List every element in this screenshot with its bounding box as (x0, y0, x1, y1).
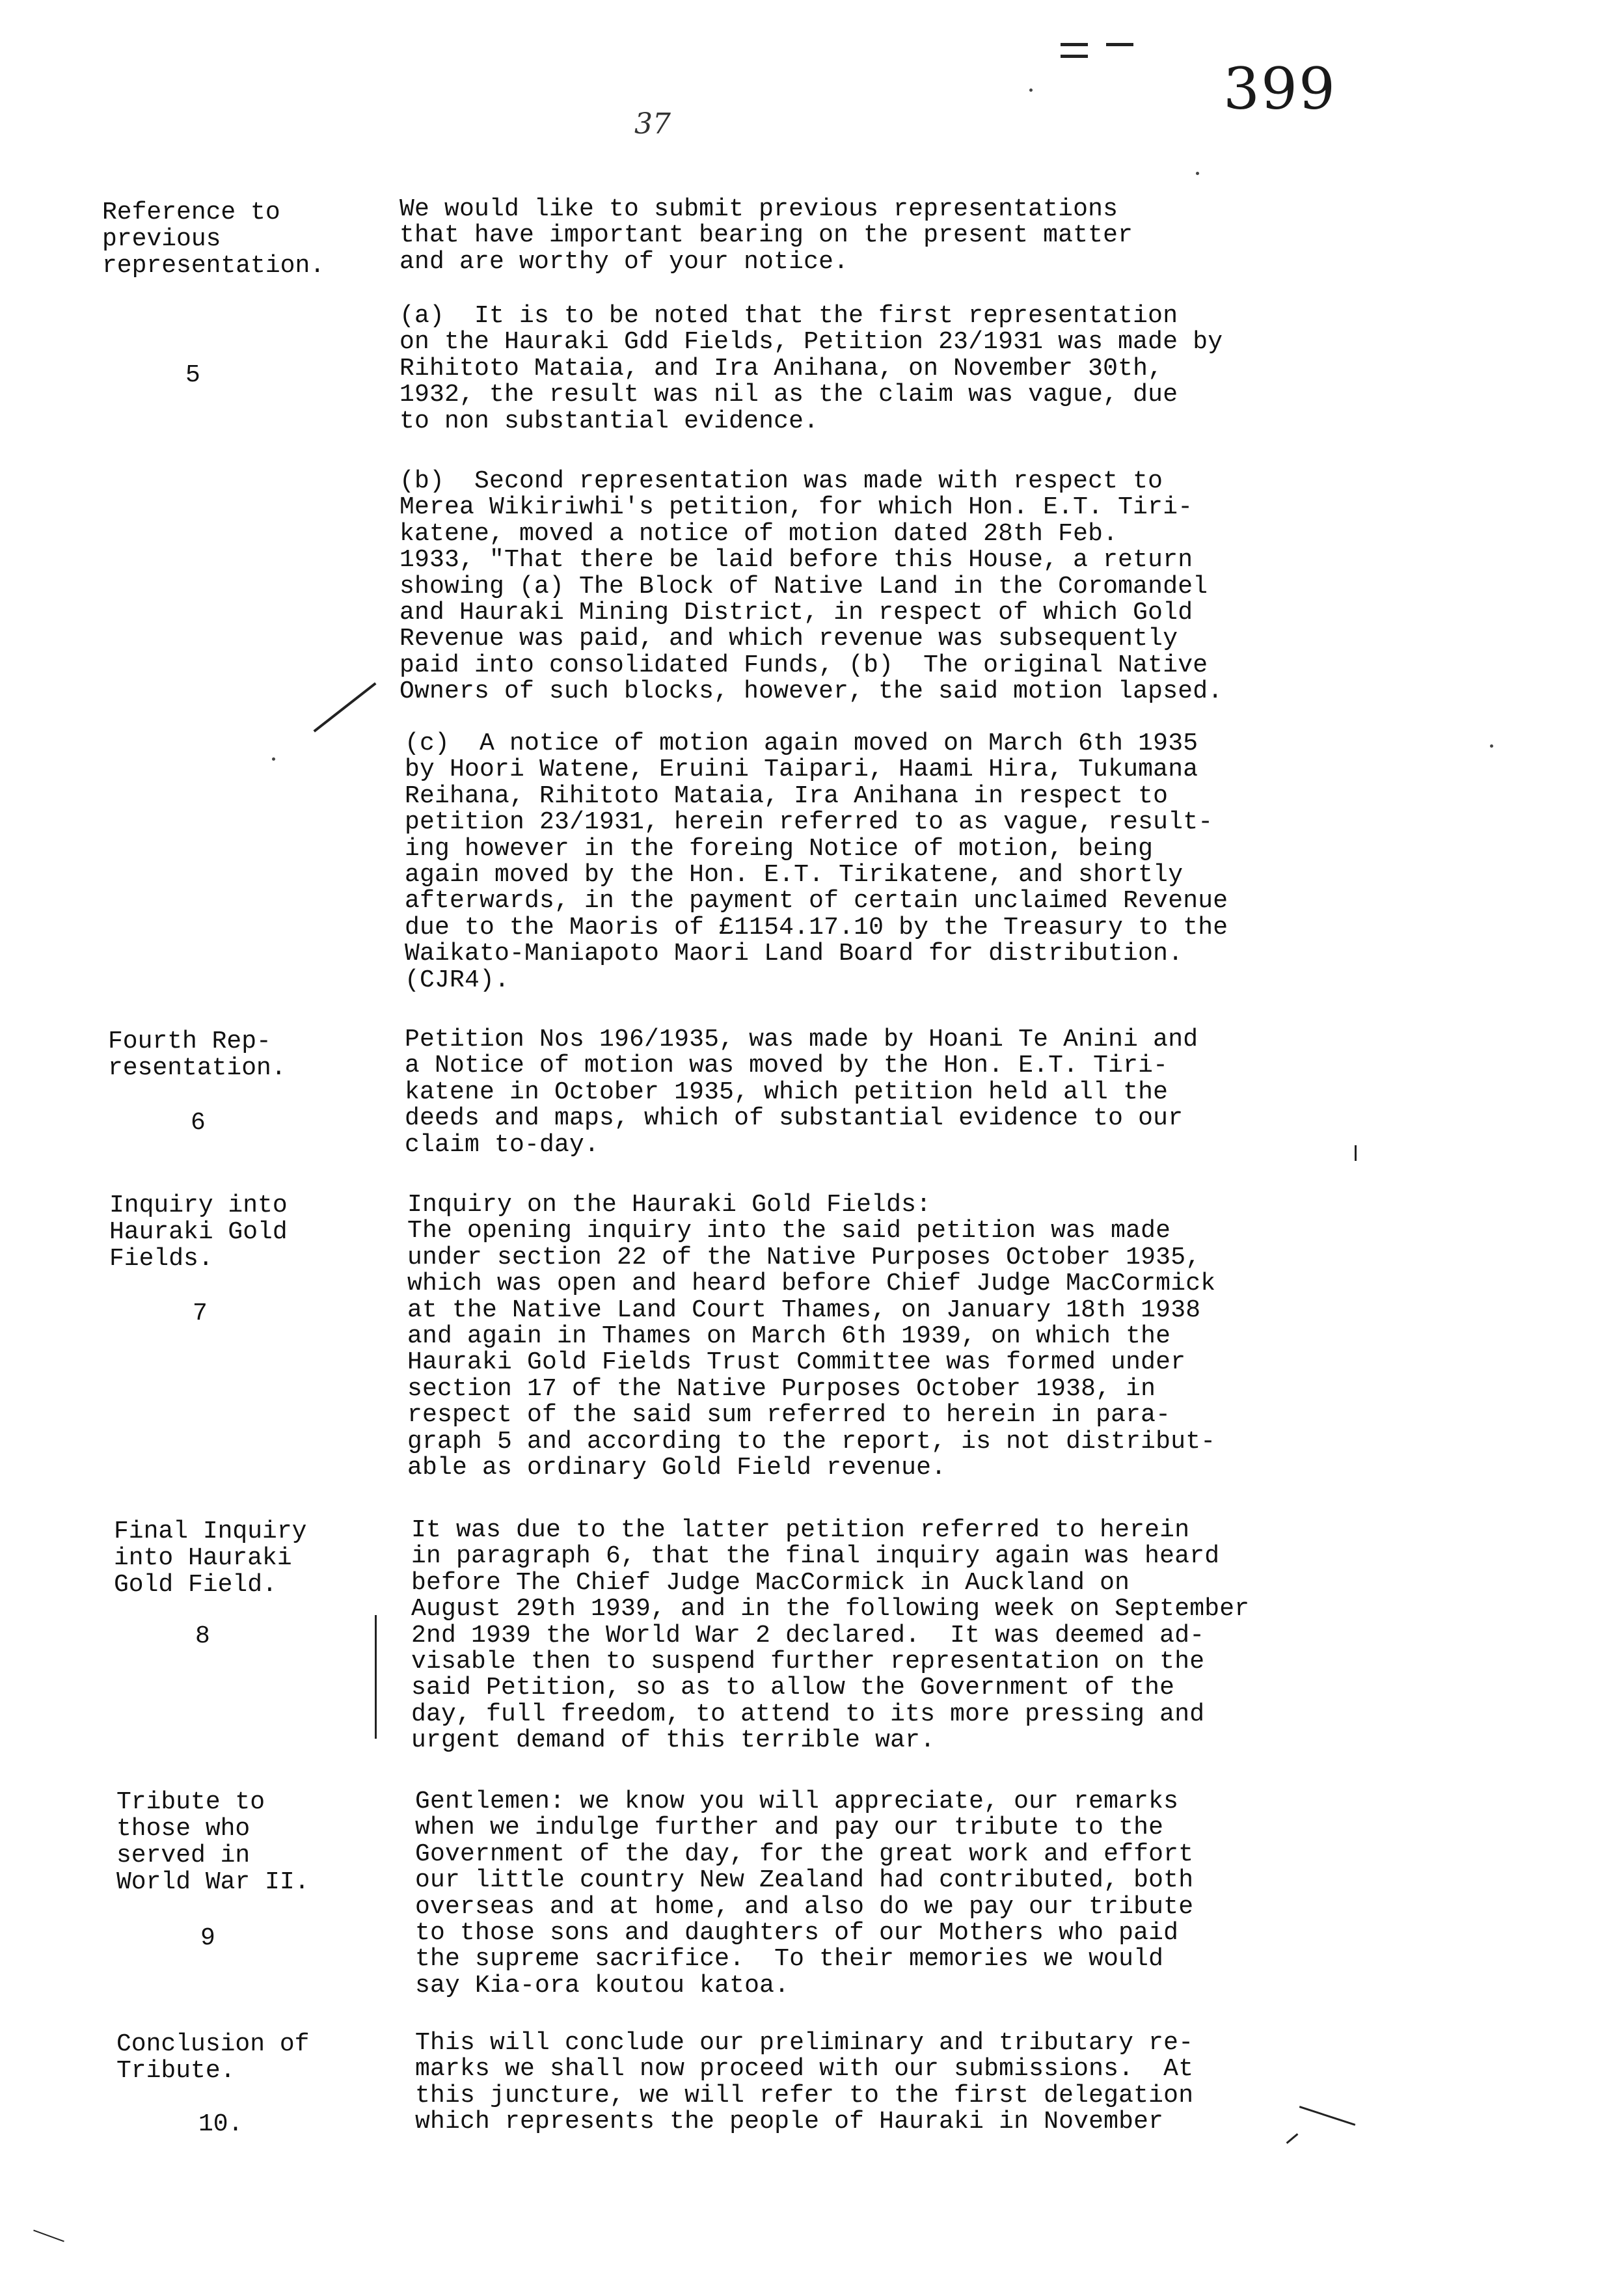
paragraph-7: Inquiry on the Hauraki Gold Fields: The opening inquiry into the said petition was made under section 22 of the Native Purposes October 1935, which was open and heard before Chief Judge MacCormick at the Native Land Court Thames, on January 18th 1938 and again in Thames on March 6th 1939, on which the Hauraki Gold Fields Trust Committee was formed under section 17 of the Native Purposes October 1938, in respect of the said sum referred to herein in para- graph 5 and according to the report, is not distribut- able as ordinary Gold Field revenue. (407, 1191, 1216, 1482)
margin-number-7: 7 (193, 1299, 208, 1327)
margin-label-reference: Reference to previous representation. (102, 198, 325, 280)
paragraph-5a: (a) It is to be noted that the first representation on the Hauraki Gdd Fields, Petition 23/1931 was made by Rihitoto Mataia, and Ira Anihana, on November 30th, 1932, the result was nil as the claim was vague, due to non substantial evidence. (399, 302, 1223, 435)
paragraph-5c: (c) A notice of motion again moved on March 6th 1935 by Hoori Watene, Eruini Taipari, Haami Hira, Tukumana Reihana, Rihitoto Mataia, Ira Anihana in respect to petition 23/1931, herein referred to as vague, result- ing however in the foreing Notice of motion, being again moved by the Hon. E.T. Tirikatene, and shortly afterwards, in the payment of certain unclaimed Revenue due to the Maoris of £1154.17.10 by the Treasury to the Waikato-Maniapoto Maori Land Board for distribution. (CJR4). (405, 729, 1228, 994)
paragraph-5b: (b) Second representation was made with respect to Merea Wikiriwhi's petition, for which Hon. E.T. Tiri- katene, moved a notice of motion dated 28th Feb. 1933, "That there be laid before this House, a return showing (a) The Block of Native Land in the Coromandel and Hauraki Mining District, in respect of which Gold Revenue was paid, and which revenue was subsequently paid into consolidated Funds, (b) The original Native Owners of such blocks, however, the said motion lapsed. (399, 467, 1223, 706)
margin-label-inquiry: Inquiry into Hauraki Gold Fields. (109, 1191, 288, 1273)
corner-pen-tick (1286, 2133, 1299, 2143)
margin-number-5: 5 (185, 361, 200, 389)
paragraph-intro: We would like to submit previous representations that have important bearing on the present matter and are worthy of your notice. (399, 195, 1133, 276)
paragraph-9: Gentlemen: we know you will appreciate, our remarks when we indulge further and pay our tribute to the Government of the day, for the great work and effort our little country New Zealand had contributed, both overseas and at home, and also do we pay our tribute to those sons and daughters of our Mothers who paid the supreme sacrifice. To their memories we would say Kia-ora koutou katoa. (415, 1788, 1194, 2000)
margin-number-8: 8 (195, 1622, 210, 1650)
margin-number-10: 10. (198, 2110, 243, 2138)
handwritten-dashes (1061, 38, 1191, 47)
margin-bracket-line (375, 1615, 377, 1739)
scan-dot (1196, 172, 1199, 175)
margin-label-conclusion: Conclusion of Tribute. (116, 2030, 310, 2085)
paragraph-10: This will conclude our preliminary and tributary re- marks we shall now proceed with our submissions. At this juncture, we will refer to the first delegation which represents the people of Hauraki in November (415, 2029, 1194, 2136)
paragraph-6: Petition Nos 196/1935, was made by Hoani Te Anini and a Notice of motion was moved by the Hon. E.T. Tiri- katene in October 1935, which petition held all the deeds and maps, which of substantial evidence to our claim to-day. (405, 1026, 1198, 1159)
typed-page-number: 37 (634, 107, 671, 141)
margin-number-6: 6 (191, 1109, 206, 1137)
margin-number-9: 9 (200, 1924, 215, 1952)
scan-dot (1029, 88, 1033, 92)
corner-pen-mark (1299, 2106, 1356, 2126)
margin-label-final-inquiry: Final Inquiry into Hauraki Gold Field. (114, 1517, 307, 1599)
scan-dot (1490, 744, 1493, 748)
scan-dot (272, 757, 275, 761)
scan-artifact (1355, 1145, 1357, 1161)
paragraph-8: It was due to the latter petition referred to herein in paragraph 6, that the final inquiry again was heard before The Chief Judge MacCormick in Auckland on August 29th 1939, and in the following week on September 2nd 1939 the World War 2 declared. It was deemed ad- visable then to suspend further representation on the said Petition, so as to allow the Government of the day, full freedom, to attend to its more pressing and urgent demand of this terrible war. (411, 1516, 1250, 1755)
scan-corner-mark (33, 2230, 64, 2242)
handwritten-page-number: 399 (1223, 55, 1336, 122)
margin-label-tribute: Tribute to those who served in World War II. (116, 1788, 310, 1896)
margin-label-fourth-representation: Fourth Rep- resentation. (108, 1027, 286, 1082)
pen-stroke-mark (313, 682, 376, 732)
